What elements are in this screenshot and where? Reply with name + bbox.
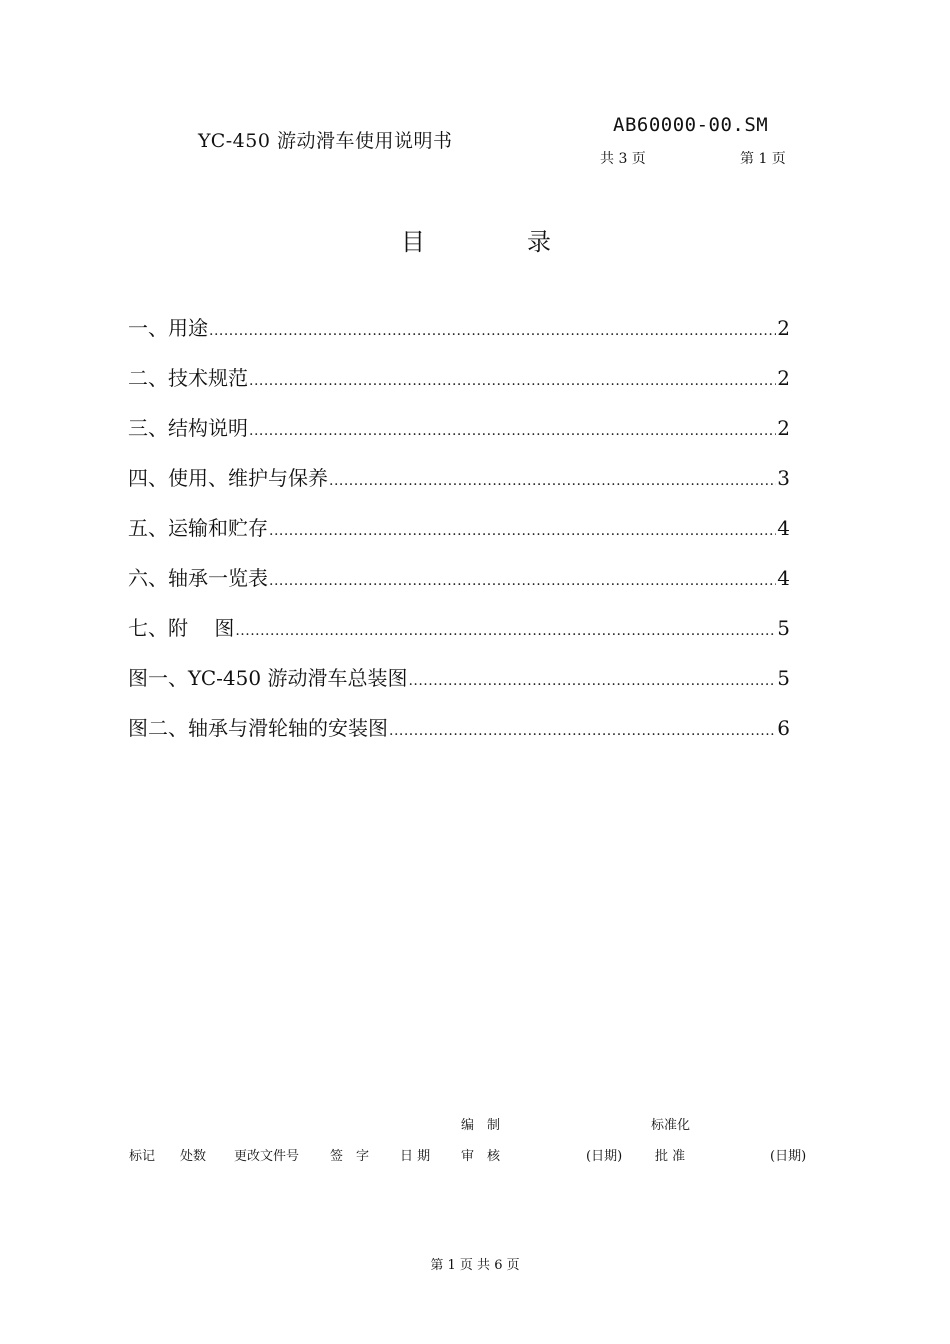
- toc-entry-label: 图一、YC-450 游动滑车总装图: [128, 666, 408, 690]
- toc-leader-dots: [269, 573, 776, 589]
- signoff-count-label: 处数: [180, 1149, 207, 1164]
- toc-entry-label: 三、结构说明: [128, 416, 248, 440]
- toc-entry-page: 5: [777, 666, 790, 690]
- signoff-change-doc-label: 更改文件号: [234, 1149, 300, 1164]
- toc-leader-dots: [329, 473, 776, 489]
- toc-entry-page: 3: [777, 466, 790, 490]
- toc-entry-page: 2: [777, 366, 790, 390]
- toc-leader-dots: [209, 323, 776, 339]
- document-code: AB60000-00.SM: [613, 114, 769, 136]
- toc-leader-dots: [408, 673, 776, 689]
- signoff-signature-label: 签 字: [330, 1149, 370, 1164]
- toc-entry[interactable]: [128, 512, 790, 562]
- toc-leader-dots: [269, 523, 776, 539]
- toc-entry-page: 2: [777, 316, 790, 340]
- toc-entry[interactable]: [128, 462, 790, 512]
- toc-entry-page: 6: [777, 716, 790, 740]
- signoff-review-label: 审 核: [461, 1149, 501, 1164]
- signoff-review-date-label: (日期): [586, 1149, 623, 1164]
- toc-entry-label: 六、轴承一览表: [128, 566, 268, 590]
- toc-entry[interactable]: [128, 712, 790, 762]
- toc-entry[interactable]: [128, 612, 790, 662]
- toc-entry-label: 图二、轴承与滑轮轴的安装图: [128, 716, 388, 740]
- toc-entry-label: 四、使用、维护与保养: [128, 466, 328, 490]
- toc-entry-label: 五、运输和贮存: [128, 516, 268, 540]
- signoff-approve-label: 批 准: [655, 1149, 686, 1164]
- signoff-approve-date-label: (日期): [770, 1149, 807, 1164]
- toc-entry-label: 七、附 图: [128, 616, 235, 640]
- toc-entry[interactable]: [128, 412, 790, 462]
- toc-leader-dots: [389, 723, 776, 739]
- toc-entry[interactable]: [128, 562, 790, 612]
- signoff-standardize-label: 标准化: [651, 1118, 691, 1133]
- toc-entry[interactable]: [128, 312, 790, 362]
- toc-entry-page: 2: [777, 416, 790, 440]
- total-pages: 共 3 页: [600, 151, 646, 167]
- table-of-contents: [128, 312, 790, 762]
- toc-entry[interactable]: [128, 362, 790, 412]
- signoff-mark-label: 标记: [129, 1149, 156, 1164]
- toc-entry-page: 4: [777, 566, 790, 590]
- toc-entry-page: 5: [777, 616, 790, 640]
- signoff-compile-label: 编 制: [461, 1118, 501, 1133]
- toc-heading-right: 录: [527, 228, 551, 256]
- toc-leader-dots: [249, 423, 776, 439]
- document-title: YC-450 游动滑车使用说明书: [198, 130, 453, 152]
- toc-leader-dots: [249, 373, 776, 389]
- current-page: 第 1 页: [740, 151, 786, 167]
- toc-entry-page: 4: [777, 516, 790, 540]
- toc-entry-label: 二、技术规范: [128, 366, 248, 390]
- signoff-date-label: 日 期: [400, 1149, 431, 1164]
- page-footer: 第 1 页 共 6 页: [430, 1258, 520, 1273]
- toc-leader-dots: [235, 623, 776, 639]
- toc-entry[interactable]: [128, 662, 790, 712]
- toc-heading-left: 目: [401, 228, 425, 256]
- toc-entry-label: 一、用途: [128, 316, 208, 340]
